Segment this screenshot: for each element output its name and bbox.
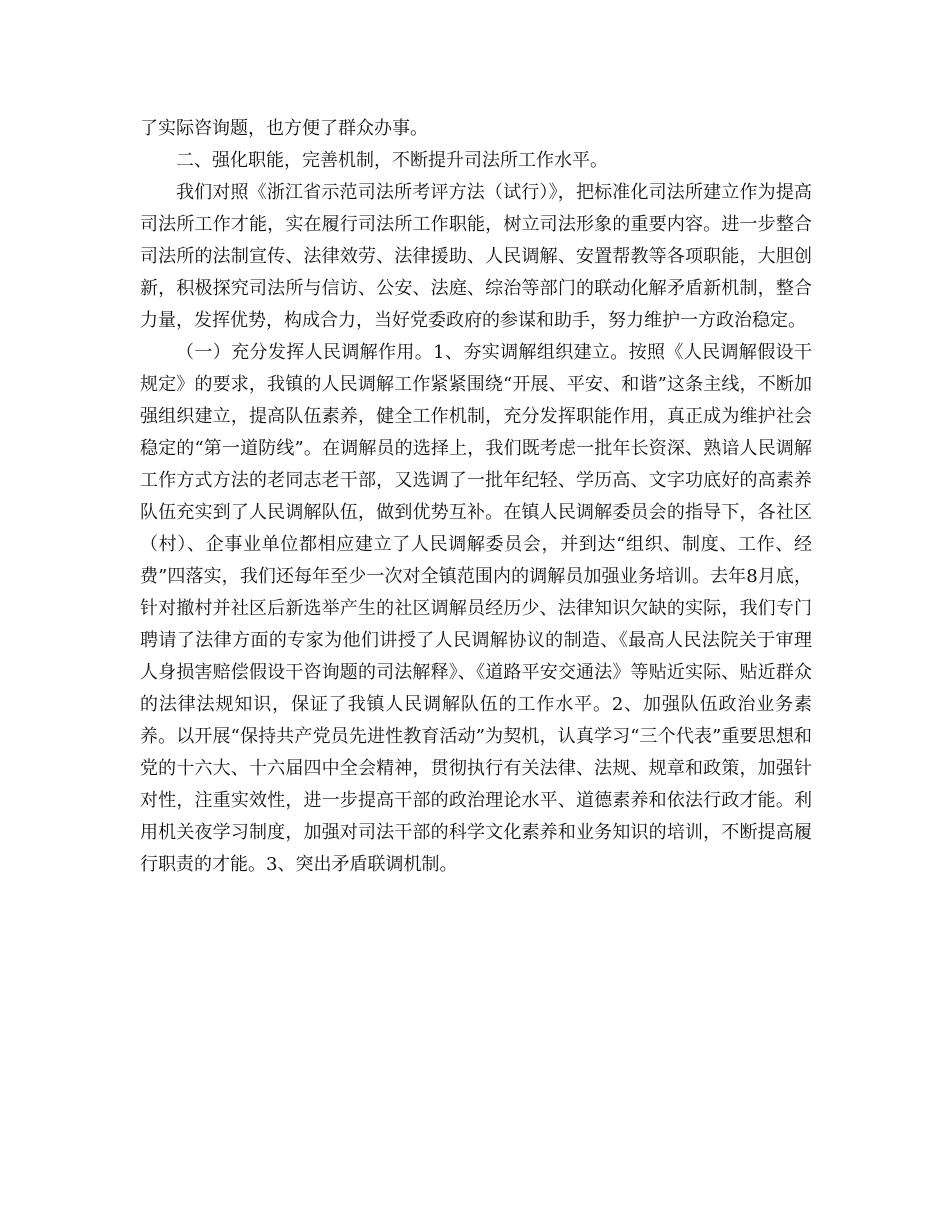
paragraph-mediation: （一）充分发挥人民调解作用。1、夯实调解组织建立。按照《人民调解假设干规定》的要求，我镇的人民调解工作紧紧围绕“开展、平安、和谐”这条主线，不断加强组织建立，提高队伍素养，健全工作机制，充分发挥职能作用，真正成为维护社会稳定的“第一道防线”。在调解员的选择上，我们既考虑一批年长资深、熟谙人民调解工作方式方法的老同志老干部，又选调了一批年纪轻、学历高、文字功底好的高素养队伍充实到了人民调解队伍，做到优势互补。在镇人民调解委员会的指导下，各社区（村）、企事业单位都相应建立了人民调解委员会，并到达“组织、制度、工作、经费”四落实，我们还每年至少一次对全镇范围内的调解员加强业务培训。去年8月底，针对撤村并社区后新选举产生的社区调解员经历少、法律知识欠缺的实际，我们专门聘请了法律方面的专家为他们讲授了人民调解协议的制造、《最高人民法院关于审理人身损害赔偿假设干咨询题的司法解释》、《道路平安交通法》等贴近实际、贴近群众的法律法规知识，保证了我镇人民调解队伍的工作水平。2、加强队伍政治业务素养。以开展“保持共产党员先进性教育活动”为契机，认真学习“三个代表”重要思想和党的十六大、十六届四中全会精神，贯彻执行有关法律、法规、规章和政策，加强针对性，注重实效性，进一步提高干部的政治理论水平、道德素养和依法行政才能。利用机关夜学习制度，加强对司法干部的科学文化素养和业务知识的培训，不断提高履行职责的才能。3、突出矛盾联调机制。 [140,342,812,875]
paragraph-continuation: 了实际咨询题，也方便了群众办事。 [140,118,428,139]
section-heading: 二、强化职能，完善机制，不断提升司法所工作水平。 [176,150,608,171]
paragraph-overview: 我们对照《浙江省示范司法所考评方法（试行）》，把标准化司法所建立作为提高司法所工作才能，实在履行司法所工作职能，树立司法形象的重要内容。进一步整合司法所的法制宣传、法律效劳、法律援助、人民调解、安置帮教等各项职能，大胆创新，积极探究司法所与信访、公安、法庭、综治等部门的联动化解矛盾新机制，整合力量，发挥优势，构成合力，当好党委政府的参谋和助手，努力维护一方政治稳定。 [140,182,812,331]
document-body [140,113,812,881]
